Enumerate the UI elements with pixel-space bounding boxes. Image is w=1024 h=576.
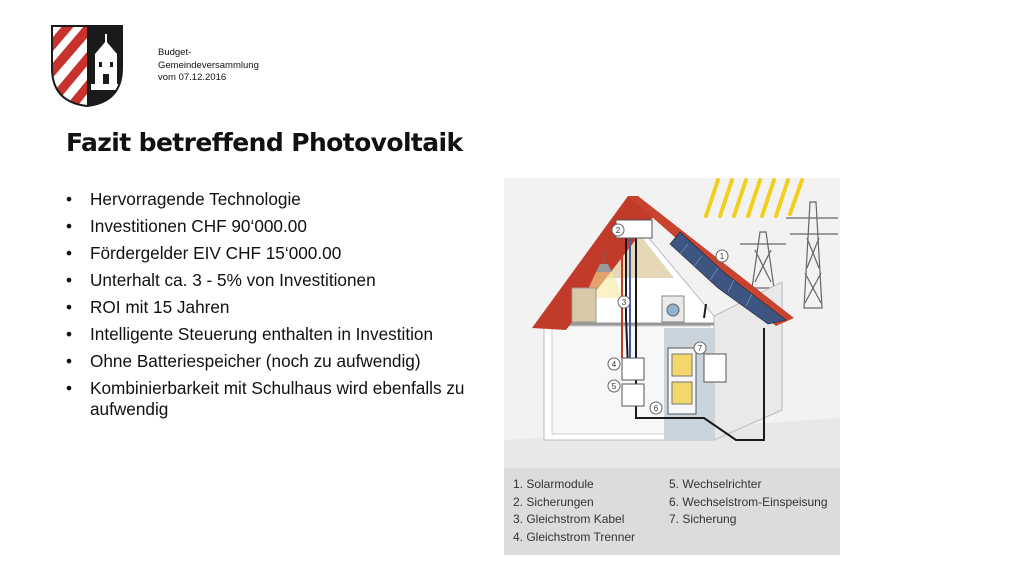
- legend-column-right: [669, 476, 828, 529]
- house-illustration: [504, 178, 840, 468]
- marker-label: 5: [611, 382, 617, 391]
- bullet-item: • Kombinierbarkeit mit Schulhaus wird ebenfalls zu aufwendig: [66, 378, 486, 420]
- marker-7: [694, 342, 706, 354]
- legend-item: 4. Gleichstrom Trenner: [513, 529, 636, 544]
- page-title: Fazit betreffend Photovoltaik: [66, 128, 463, 157]
- marker-6: [650, 402, 662, 414]
- meeting-info: [158, 47, 259, 85]
- marker-label: 7: [697, 344, 703, 353]
- bullet-item: • ROI mit 15 Jahren: [66, 294, 486, 321]
- marker-label: 4: [611, 360, 617, 369]
- bullet-item: • Intelligente Steuerung enthalten in Investition: [66, 321, 486, 348]
- marker-3: [618, 296, 630, 308]
- marker-5: [608, 380, 620, 392]
- meeting-info-line: Gemeindeversammlung: [158, 59, 259, 71]
- coat-of-arms-logo: [50, 24, 124, 108]
- bullet-item: • Unterhalt ca. 3 - 5% von Investitionen: [66, 267, 486, 294]
- bullet-item: • Ohne Batteriespeicher (noch zu aufwendig): [66, 348, 486, 375]
- marker-4: [608, 358, 620, 370]
- marker-1: [716, 250, 728, 262]
- diagram-legend: [504, 468, 840, 555]
- legend-item: 5. Wechselrichter: [669, 477, 762, 491]
- photovoltaic-diagram: [504, 178, 840, 555]
- legend-item: 1. Solarmodule: [513, 477, 594, 491]
- bullet-item: • Hervorragende Technologie: [66, 186, 486, 213]
- marker-2: [612, 224, 624, 236]
- bullet-list: [66, 186, 486, 420]
- marker-label: 6: [653, 404, 659, 413]
- marker-label: 3: [621, 298, 627, 307]
- meeting-info-line: vom 07.12.2016: [158, 72, 227, 83]
- legend-item: 2. Sicherungen: [513, 494, 594, 509]
- marker-label: 2: [615, 226, 621, 235]
- bullet-item: • Fördergelder EIV CHF 15‘000.00: [66, 240, 486, 267]
- legend-column-left: [513, 476, 635, 546]
- meeting-info-line: Budget-: [158, 47, 192, 58]
- legend-item: 7. Sicherung: [669, 512, 737, 527]
- legend-item: 3. Gleichstrom Kabel: [513, 512, 625, 527]
- marker-label: 1: [719, 252, 725, 261]
- legend-item: 6. Wechselstrom-Einspeisung: [669, 494, 828, 509]
- bullet-item: • Investitionen CHF 90‘000.00: [66, 213, 486, 240]
